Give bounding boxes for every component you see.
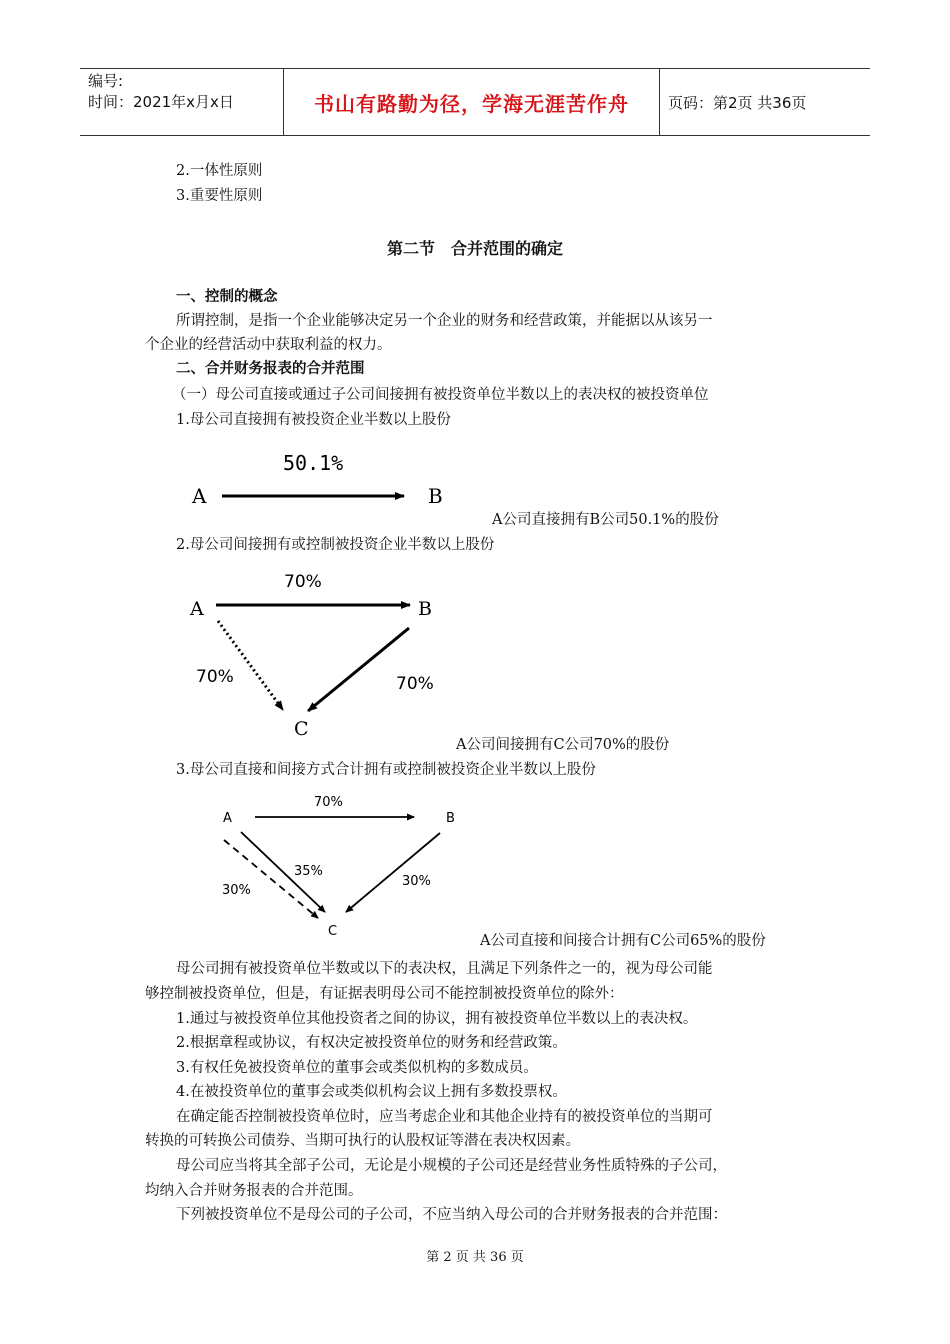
diagram3-node-b: B bbox=[446, 811, 455, 826]
diagram2-arrow-ac bbox=[218, 621, 283, 710]
case-3-label: 3.母公司直接和间接方式合计拥有或控制被投资企业半数以上股份 bbox=[176, 762, 596, 778]
paragraph-2-line-2: 够控制被投资单位，但是，有证据表明母公司不能控制被投资单位的除外： bbox=[145, 986, 624, 1002]
condition-3: 3.有权任免被投资单位的董事会或类似机构的多数成员。 bbox=[176, 1060, 538, 1076]
diagram2-node-b: B bbox=[418, 598, 432, 620]
section-title: 第二节 合并范围的确定 bbox=[386, 239, 563, 258]
condition-1: 1.通过与被投资单位其他投资者之间的协议，拥有被投资单位半数以上的表决权。 bbox=[176, 1011, 698, 1027]
condition-2: 2.根据章程或协议，有权决定被投资单位的财务和经营政策。 bbox=[176, 1035, 567, 1051]
page-footer: 第 2 页 共 36 页 bbox=[426, 1250, 524, 1265]
time-label: 时间：2021年x月x日 bbox=[88, 93, 234, 111]
diagram1-node-a: A bbox=[192, 484, 207, 508]
paragraph-3-line-1: 在确定能否控制被投资单位时，应当考虑企业和其他企业持有的被投资单位的当期可 bbox=[176, 1109, 713, 1125]
item-3: 3.重要性原则 bbox=[176, 188, 263, 204]
diagram3-node-a: A bbox=[223, 811, 232, 826]
diagram2-pct-bc: 70% bbox=[396, 674, 434, 694]
page-label: 页码：第2页 共36页 bbox=[668, 93, 807, 112]
paragraph-1-line-1: 所谓控制，是指一个企业能够决定另一个企业的财务和经营政策，并能据以从该另一 bbox=[176, 313, 713, 329]
paragraph-1-line-2: 个企业的经营活动中获取利益的权力。 bbox=[145, 337, 392, 353]
diagram2-caption: A公司间接拥有C公司70%的股份 bbox=[456, 737, 670, 753]
diagram1-node-b: B bbox=[428, 484, 443, 508]
diagram2-pct-ab: 70% bbox=[284, 572, 322, 592]
subheading-1: （一）母公司直接或通过子公司间接拥有被投资单位半数以上的表决权的被投资单位 bbox=[172, 387, 709, 403]
diagram1-caption: A公司直接拥有B公司50.1%的股份 bbox=[492, 512, 719, 528]
item-2: 2.一体性原则 bbox=[176, 163, 263, 179]
diagram3-pct-bc: 30% bbox=[402, 874, 431, 889]
diagram2-arrow-bc bbox=[308, 628, 409, 711]
diagram-3 bbox=[222, 795, 455, 939]
diagram2-node-a: A bbox=[190, 598, 204, 620]
paragraph-2-line-1: 母公司拥有被投资单位半数或以下的表决权，且满足下列条件之一的，视为母公司能 bbox=[176, 961, 713, 977]
diagram3-arrow-bc bbox=[346, 833, 440, 912]
condition-4: 4.在被投资单位的董事会或类似机构会议上拥有多数投票权。 bbox=[176, 1084, 567, 1100]
diagram3-caption: A公司直接和间接合计拥有C公司65%的股份 bbox=[480, 933, 766, 949]
diagram3-pct-ac-direct: 35% bbox=[294, 864, 323, 879]
case-2-label: 2.母公司间接拥有或控制被投资企业半数以上股份 bbox=[176, 537, 495, 553]
diagram2-node-c: C bbox=[294, 718, 309, 740]
paragraph-4-line-1: 母公司应当将其全部子公司，无论是小规模的子公司还是经营业务性质特殊的子公司， bbox=[176, 1158, 727, 1174]
diagram3-pct-ab: 70% bbox=[314, 795, 343, 810]
diagram-2 bbox=[189, 572, 434, 740]
diagram-1 bbox=[191, 451, 443, 508]
diagram3-node-c: C bbox=[328, 924, 338, 939]
heading-consolidation-scope: 二、合并财务报表的合并范围 bbox=[176, 361, 365, 377]
number-label: 编号: bbox=[88, 72, 124, 90]
diagram3-arrow-ac-dashed bbox=[224, 840, 318, 918]
paragraph-3-line-2: 转换的可转换公司债券、当期可执行的认股权证等潜在表决权因素。 bbox=[145, 1133, 580, 1149]
paragraph-5: 下列被投资单位不是母公司的子公司，不应当纳入母公司的合并财务报表的合并范围： bbox=[176, 1207, 727, 1223]
diagram3-pct-ac-dashed: 30% bbox=[222, 883, 251, 898]
diagram1-pct: 50.1% bbox=[283, 451, 344, 475]
heading-control-concept: 一、控制的概念 bbox=[176, 289, 278, 305]
paragraph-4-line-2: 均纳入合并财务报表的合并范围。 bbox=[145, 1183, 363, 1199]
diagram2-pct-ac: 70% bbox=[196, 667, 234, 687]
motto: 书山有路勤为径，学海无涯苦作舟 bbox=[283, 69, 660, 135]
case-1-label: 1.母公司直接拥有被投资企业半数以上股份 bbox=[176, 412, 451, 428]
